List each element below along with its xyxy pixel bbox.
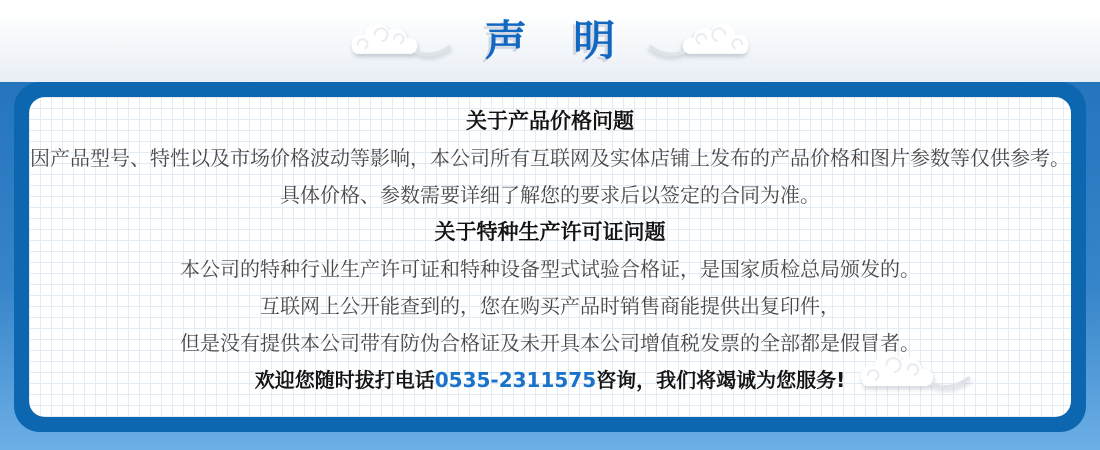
notice-line: 互联网上公开能查到的，您在购买产品时销售商能提供出复印件， (260, 294, 840, 318)
welcome-prefix: 欢迎您随时拔打电话 (254, 368, 435, 392)
section-heading-license: 关于特种生产许可证问题 (434, 220, 666, 244)
page-title: 声 明 (484, 16, 632, 65)
notice-line: 具体价格、参数需要详细了解您的要求后以签定的合同为准。 (280, 183, 820, 207)
notice-line: 本公司的特种行业生产许可证和特种设备型式试验合格证，是国家质检总局颁发的。 (180, 257, 920, 281)
cloud-icon (649, 19, 755, 63)
notice-paper (29, 97, 1071, 417)
section-heading-price: 关于产品价格问题 (466, 109, 634, 133)
cloud-icon (345, 19, 451, 63)
content-panel (0, 82, 1100, 450)
banner-header (0, 0, 1100, 82)
notice-line: 但是没有提供本公司带有防伪合格证及未开具本公司增值税发票的全部都是假冒者。 (180, 331, 920, 355)
welcome-suffix: 咨询，我们将竭诚为您服务! (596, 368, 846, 392)
notice-text (29, 97, 1071, 399)
phone-number: 0535-2311575 (434, 368, 597, 392)
notice-line: 因产品型号、特性以及市场价格波动等影响，本公司所有互联网及实体店铺上发布的产品价格和图片参数等仅供参考。 (30, 146, 1070, 170)
welcome-line (29, 362, 1071, 399)
notice-frame (14, 82, 1086, 432)
